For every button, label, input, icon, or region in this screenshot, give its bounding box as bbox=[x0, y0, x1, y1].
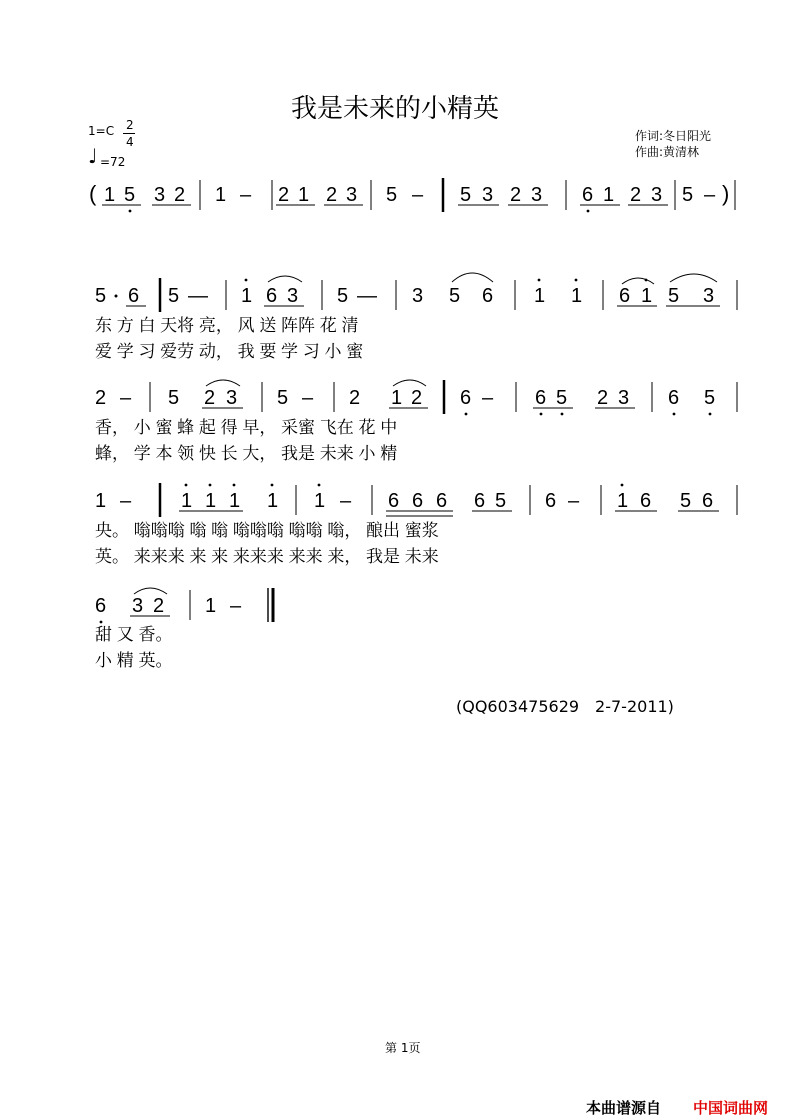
svg-text:3: 3 bbox=[651, 184, 663, 206]
svg-text:1: 1 bbox=[205, 490, 217, 512]
svg-text:6: 6 bbox=[640, 490, 652, 512]
svg-text:6: 6 bbox=[95, 595, 107, 617]
system-4-notes bbox=[95, 483, 737, 517]
svg-text:2: 2 bbox=[153, 595, 165, 617]
system-4-lyrics-1: 央。 嗡嗡嗡 嗡 嗡 嗡嗡嗡 嗡嗡 嗡， 酿出 蜜浆 bbox=[95, 521, 439, 540]
svg-text:3: 3 bbox=[703, 285, 715, 307]
svg-text:–: – bbox=[120, 490, 132, 512]
composer-credit: 作曲:黄清林 bbox=[635, 145, 700, 159]
svg-text:–: – bbox=[120, 387, 132, 409]
svg-text:1: 1 bbox=[104, 184, 116, 206]
system-5-notes bbox=[95, 588, 273, 623]
svg-text:): ) bbox=[722, 181, 730, 206]
svg-text:5: 5 bbox=[682, 184, 694, 206]
svg-text:1: 1 bbox=[314, 490, 326, 512]
svg-text:5: 5 bbox=[495, 490, 507, 512]
svg-text:6: 6 bbox=[582, 184, 594, 206]
svg-text:5: 5 bbox=[124, 184, 136, 206]
system-2-notes bbox=[95, 273, 737, 312]
svg-text:–: – bbox=[302, 387, 314, 409]
svg-text:5: 5 bbox=[386, 184, 398, 206]
svg-text:3: 3 bbox=[287, 285, 299, 307]
svg-text:3: 3 bbox=[154, 184, 166, 206]
svg-text:6: 6 bbox=[412, 490, 424, 512]
svg-text:3: 3 bbox=[132, 595, 144, 617]
svg-text:1: 1 bbox=[534, 285, 546, 307]
system-3-lyrics-2: 蜂， 学 本 领 快 长 大， 我是 未来 小 精 bbox=[95, 444, 398, 463]
svg-text:1: 1 bbox=[641, 285, 653, 307]
svg-text:1: 1 bbox=[205, 595, 217, 617]
score-title: 我是未来的小精英 bbox=[290, 94, 499, 124]
site-name[interactable]: 中国词曲网 bbox=[693, 1099, 769, 1117]
svg-text:2: 2 bbox=[204, 387, 216, 409]
svg-text:6: 6 bbox=[436, 490, 448, 512]
svg-text:—: — bbox=[357, 285, 377, 307]
svg-text:2: 2 bbox=[411, 387, 423, 409]
svg-text:3: 3 bbox=[482, 184, 494, 206]
time-signature-top: 2 bbox=[126, 118, 134, 132]
svg-text:3: 3 bbox=[531, 184, 543, 206]
svg-text:2: 2 bbox=[630, 184, 642, 206]
system-2-lyrics-1: 东 方 白 天将 亮， 风 送 阵阵 花 清 bbox=[95, 316, 359, 335]
system-3-lyrics-1: 香， 小 蜜 蜂 起 得 早， 采蜜 飞在 花 中 bbox=[95, 418, 398, 437]
svg-text:2: 2 bbox=[597, 387, 609, 409]
svg-text:3: 3 bbox=[346, 184, 358, 206]
svg-text:–: – bbox=[230, 595, 242, 617]
svg-text:2: 2 bbox=[349, 387, 361, 409]
source-note: 本曲谱源自 bbox=[586, 1099, 662, 1117]
system-1-notes bbox=[89, 178, 735, 212]
svg-text:2: 2 bbox=[174, 184, 186, 206]
svg-text:3: 3 bbox=[412, 285, 424, 307]
svg-text:5: 5 bbox=[168, 387, 180, 409]
svg-text:1: 1 bbox=[267, 490, 279, 512]
svg-text:1: 1 bbox=[571, 285, 583, 307]
system-2-lyrics-2: 爱 学 习 爱劳 动， 我 要 学 习 小 蜜 bbox=[95, 342, 364, 361]
lyricist-credit: 作词:冬日阳光 bbox=[635, 129, 712, 143]
svg-text:5: 5 bbox=[449, 285, 461, 307]
svg-text:6: 6 bbox=[460, 387, 472, 409]
system-3-notes bbox=[95, 380, 737, 415]
time-signature-bottom: 4 bbox=[126, 135, 134, 149]
svg-text:2: 2 bbox=[510, 184, 522, 206]
svg-text:1: 1 bbox=[603, 184, 615, 206]
system-5-lyrics-1: 甜 又 香。 bbox=[95, 625, 173, 644]
system-4-lyrics-2: 英。 来来来 来 来 来来来 来来 来， 我是 未来 bbox=[95, 547, 439, 566]
svg-text:6: 6 bbox=[668, 387, 680, 409]
svg-text:–: – bbox=[482, 387, 494, 409]
svg-text:5: 5 bbox=[556, 387, 568, 409]
svg-text:3: 3 bbox=[226, 387, 238, 409]
svg-text:5: 5 bbox=[168, 285, 180, 307]
svg-text:5: 5 bbox=[277, 387, 289, 409]
svg-text:5: 5 bbox=[460, 184, 472, 206]
svg-text:1: 1 bbox=[241, 285, 253, 307]
svg-text:–: – bbox=[240, 184, 252, 206]
svg-text:5: 5 bbox=[704, 387, 716, 409]
svg-text:2: 2 bbox=[326, 184, 338, 206]
svg-text:6: 6 bbox=[535, 387, 547, 409]
svg-text:5: 5 bbox=[337, 285, 349, 307]
svg-text:5: 5 bbox=[668, 285, 680, 307]
svg-text:6: 6 bbox=[474, 490, 486, 512]
svg-text:1: 1 bbox=[298, 184, 310, 206]
svg-text:6: 6 bbox=[545, 490, 557, 512]
svg-text:6: 6 bbox=[266, 285, 278, 307]
svg-text:6: 6 bbox=[619, 285, 631, 307]
svg-text:1: 1 bbox=[229, 490, 241, 512]
system-5-lyrics-2: 小 精 英。 bbox=[95, 651, 173, 670]
svg-text:1: 1 bbox=[391, 387, 403, 409]
svg-text:(: ( bbox=[89, 181, 97, 206]
svg-text:6: 6 bbox=[702, 490, 714, 512]
quarter-note-icon: ♩ bbox=[88, 144, 98, 168]
svg-text:6: 6 bbox=[482, 285, 494, 307]
svg-text:5: 5 bbox=[95, 285, 107, 307]
svg-text:–: – bbox=[568, 490, 580, 512]
page-number: 第 1页 bbox=[385, 1041, 421, 1055]
svg-text:–: – bbox=[704, 184, 716, 206]
svg-text:2: 2 bbox=[95, 387, 107, 409]
svg-text:3: 3 bbox=[618, 387, 630, 409]
signature-note: (QQ603475629 2-7-2011) bbox=[456, 697, 674, 716]
svg-text:6: 6 bbox=[128, 285, 140, 307]
svg-text:1: 1 bbox=[215, 184, 227, 206]
svg-text:—: — bbox=[188, 285, 208, 307]
svg-text:–: – bbox=[412, 184, 424, 206]
svg-text:–: – bbox=[340, 490, 352, 512]
tempo-marking: =72 bbox=[100, 155, 126, 169]
svg-text:1: 1 bbox=[95, 490, 107, 512]
svg-text:2: 2 bbox=[278, 184, 290, 206]
svg-text:5: 5 bbox=[680, 490, 692, 512]
key-signature: 1=C bbox=[88, 124, 115, 138]
svg-text:1: 1 bbox=[617, 490, 629, 512]
svg-text:6: 6 bbox=[388, 490, 400, 512]
svg-text:1: 1 bbox=[181, 490, 193, 512]
